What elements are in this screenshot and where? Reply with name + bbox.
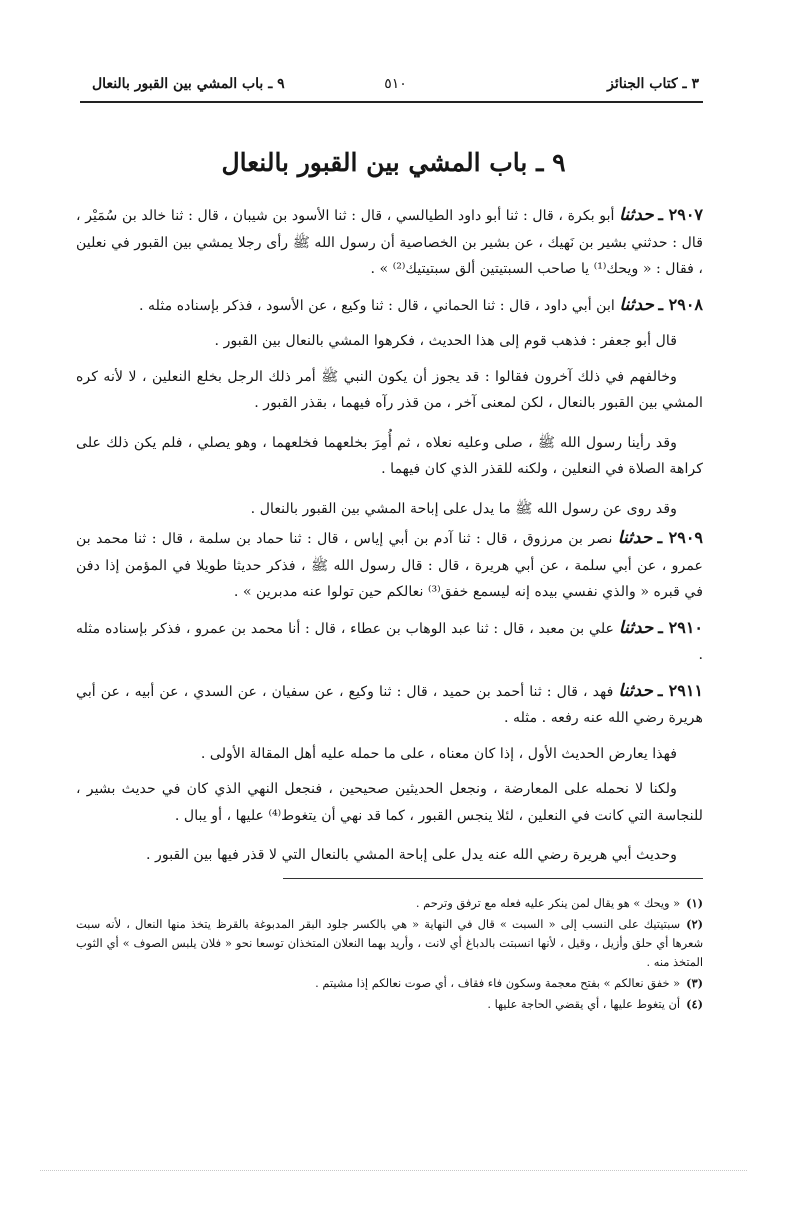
footnote-number: (٢): [686, 917, 703, 931]
haddathana-mark: حدثنا: [618, 680, 653, 701]
hadith-2907: [76, 202, 703, 283]
footnote-text: أن يتغوط عليها ، أي يقضي الحاجة عليها .: [487, 997, 681, 1011]
hadith-number: ٢٩١٠ ـ: [658, 617, 703, 637]
commentary-paragraph: وقد رأينا رسول الله ﷺ ، صلى وعليه نعلاه ، ثم أُمِرَ بخلعهما فخلعهما ، وهو يصلي ، فلم يكن ذلك على كراهة الصلاة في النعلين ، ولكنه للقذر الذي كان فيهما .: [76, 434, 703, 477]
hadith-number: ٢٩٠٩ ـ: [657, 528, 703, 547]
commentary-paragraph: وقد روى عن رسول الله ﷺ ما يدل على إباحة المشي بين القبور بالنعال .: [250, 500, 677, 517]
footnote-rule: [283, 878, 703, 879]
hadith-2908: [76, 292, 703, 320]
footnote: [76, 974, 703, 993]
footnote: [76, 995, 703, 1014]
chapter-title: ٩ ـ باب المشي بين القبور بالنعال: [221, 148, 566, 177]
footnote-number: (٤): [686, 997, 703, 1011]
hadith-2910: [76, 615, 703, 669]
header-chapter-title: ٩ ـ باب المشي بين القبور بالنعال: [92, 76, 285, 92]
header-book-title: ٣ ـ كتاب الجنائز: [607, 76, 699, 92]
hadith-text: علي بن معبد ، قال : ثنا عبد الوهاب بن عطاء ، قال : أنا محمد بن عمرو ، فذكر بإسناده مثله .: [76, 620, 703, 663]
main-text: [76, 202, 703, 869]
commentary-paragraph: وحديث أبي هريرة رضي الله عنه يدل على إباحة المشي بالنعال التي لا قذر فيها بين القبور .: [146, 847, 677, 863]
haddathana-mark: حدثنا: [619, 205, 654, 225]
hadith-text: أبو بكرة ، قال : ثنا أبو داود الطيالسي ، قال : ثنا الأسود بن شيبان ، قال : ثنا خالد بن سُمَيْر ، قال : حدثني بشير بن نَهيك ، عن بشير بن الخصاصية أن رسول الله ﷺ رأى رجلا يمشي بين القبور في نعلين ، فقال : « ويحك⁽¹⁾ يا صاحب السبتيتين ألق سبتيتيك⁽²⁾ » .: [76, 208, 703, 277]
haddathana-mark: حدثنا: [617, 528, 653, 548]
hadith-2909: [76, 525, 703, 606]
header-rule: [80, 101, 703, 103]
footnote-text: « ويحك » هو يقال لمن ينكر عليه فعله مع ترفق وترحم .: [415, 896, 681, 910]
footnote-number: (٣): [686, 976, 703, 990]
hadith-number: ٢٩١١ ـ: [657, 680, 703, 700]
scan-edge-dots: [40, 1170, 747, 1171]
commentary-paragraph: ولكنا لا نحمله على المعارضة ، ونجعل الحديثين صحيحين ، فنجعل النهي الذي كان في حديث بشير ، للنجاسة التي كانت في النعلين ، لئلا ينجس القبور ، كما قد نهي أن يتغوط⁽⁴⁾ عليها ، أو يبال .: [76, 781, 703, 824]
hadith-text: ابن أبي داود ، قال : ثنا الحماني ، قال : ثنا وكيع ، عن الأسود ، فذكر بإسناده مثله .: [139, 297, 620, 314]
footnote: [76, 894, 703, 913]
hadith-text: نصر بن مرزوق ، قال : ثنا آدم بن أبي إياس ، قال : ثنا حماد بن سلمة ، قال : ثنا محمد بن عمرو ، عن أبي سلمة ، عن أبي هريرة ، قال : قال رسول الله ﷺ ، فذكر حديثا طويلا في المؤمن إذا دفن في قبره « والذي نفسي بيده إنه ليسمع خفق⁽³⁾ نعالكم حين تولوا عنه مدبرين » .: [76, 531, 703, 600]
hadith-text: فهد ، قال : ثنا أحمد بن حميد ، قال : ثنا وكيع ، عن سفيان ، عن السدي ، عن أبيه ، عن أبي هريرة رضي الله عنه رفعه . مثله .: [76, 683, 703, 726]
footnotes: [76, 894, 703, 1016]
running-header: [92, 76, 699, 100]
commentary-paragraph: فهذا يعارض الحديث الأول ، إذا كان معناه ، على ما حمله عليه أهل المقالة الأولى .: [200, 745, 677, 762]
footnote-number: (١): [686, 896, 703, 910]
footnote-text: سبتيتيك على النسب إلى « السبت » قال في النهاية « هي بالكسر جلود البقر المدبوغة بالقرظ يتخذ منها النعال ، لأنه سبت شعرها أي حلق وأزيل ، وقيل ، لأنها انسبتت بالدباغ أي لانت ، وأريد بهما النعلان المتخذان توسعا نحو « فلان يلبس الصوف » أي الثوب المتخذ منه .: [76, 917, 703, 969]
footnote-text: « خفق نعالكم » بفتح معجمة وسكون فاء فقاف ، أي صوت نعالكم إذا مشيتم .: [315, 976, 681, 990]
footnote: [76, 915, 703, 972]
page-number: ٥١٠: [384, 76, 407, 92]
commentary-paragraph: قال أبو جعفر : فذهب قوم إلى هذا الحديث ، فكرهوا المشي بالنعال بين القبور .: [214, 333, 677, 349]
haddathana-mark: حدثنا: [619, 294, 654, 315]
hadith-2911: [76, 678, 703, 732]
hadith-number: ٢٩٠٧ ـ: [658, 205, 703, 224]
commentary-paragraph: وخالفهم في ذلك آخرون فقالوا : قد يجوز أن يكون النبي ﷺ أمر ذلك الرجل بخلع النعلين ، لا لأنه كره المشي بين القبور بالنعال ، لكن لمعنى آخر ، من قذر رآه فيهما ، بقذر القبور .: [76, 368, 703, 411]
haddathana-mark: حدثنا: [618, 617, 654, 638]
hadith-number: ٢٩٠٨ ـ: [658, 294, 703, 314]
